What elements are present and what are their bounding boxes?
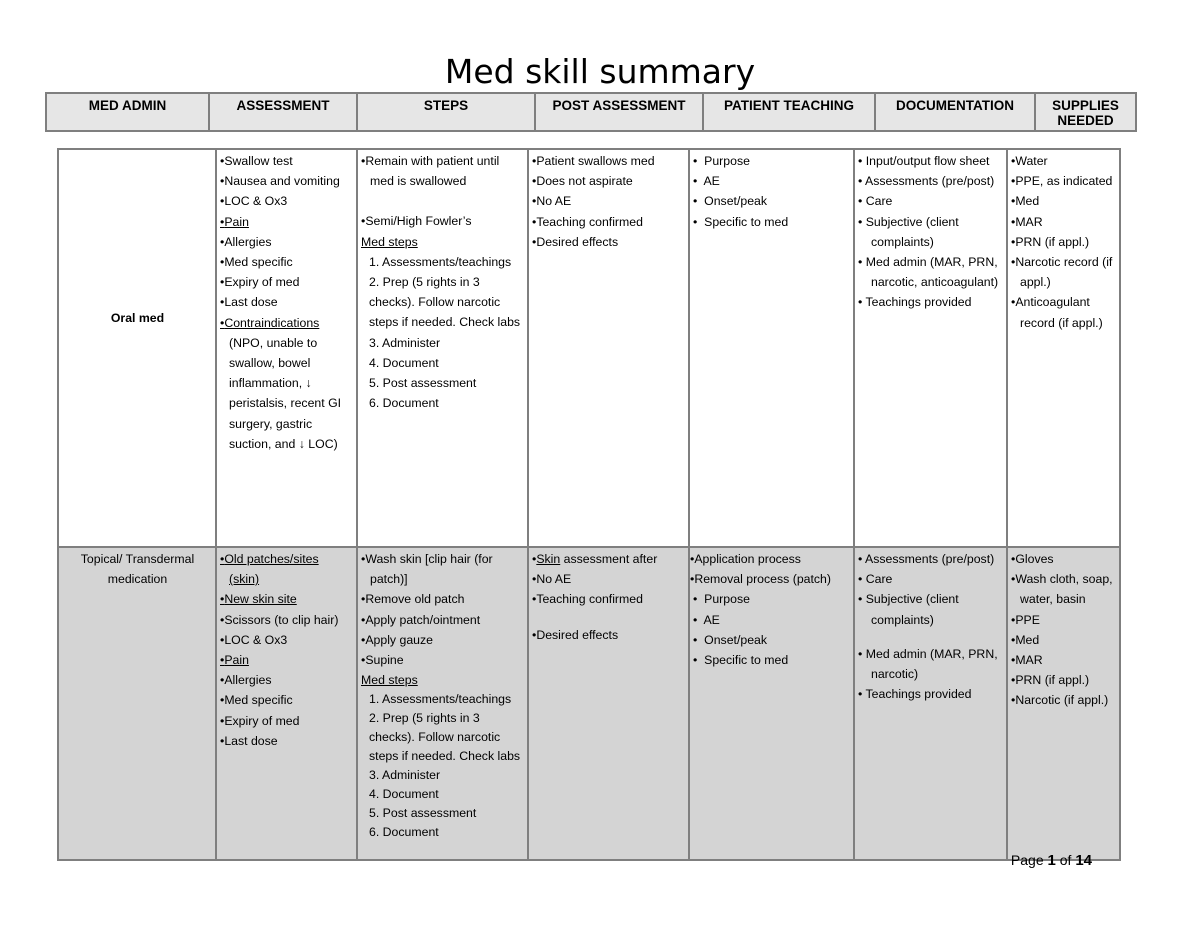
supplies-cell <box>1007 547 1120 860</box>
list-item: • Specific to med <box>693 212 851 232</box>
list-item: • Teaching confirmed <box>532 589 686 609</box>
list-item: • PPE, as indicated <box>1011 171 1117 191</box>
assessment-cell <box>216 149 357 547</box>
list-item: 4. Document <box>369 355 439 370</box>
list-item: 3. Administer <box>369 335 441 350</box>
list-item: • Expiry of med <box>220 711 354 731</box>
list-item: • Teachings provided <box>858 684 1004 704</box>
list-item: • AE <box>693 171 851 191</box>
list-item: • Contraindications <box>220 313 354 333</box>
list-item: 4. Document <box>369 787 439 802</box>
page-number <box>1011 852 1092 869</box>
patient-teaching-cell <box>689 547 854 860</box>
list-item: • Care <box>858 191 1004 211</box>
list-item: • Narcotic (if appl.) <box>1011 690 1117 710</box>
list-item: • Wash cloth, soap, water, basin <box>1011 569 1117 609</box>
skills-table <box>57 148 1121 861</box>
header-post-assessment: POST ASSESSMENT <box>535 93 703 131</box>
list-item: • Wash skin [clip hair (for patch)] <box>361 549 525 589</box>
list-item: • Med admin (MAR, PRN, narcotic, anticoagulant) <box>858 252 1004 292</box>
list-item: • Specific to med <box>693 650 851 670</box>
list-item: • Subjective (client complaints) <box>858 589 1004 629</box>
total-pages: 14 <box>1075 852 1092 869</box>
list-item: • Onset/peak <box>693 191 851 211</box>
list-item: • Remain with patient until med is swallowed <box>361 151 525 191</box>
list-item: • Swallow test <box>220 151 354 171</box>
list-item: 3. Administer <box>369 768 441 783</box>
list-item: • Scissors (to clip hair) <box>220 610 354 630</box>
list-item: • No AE <box>532 191 686 211</box>
list-item: • Allergies <box>220 232 354 252</box>
page-of: of <box>1055 852 1076 868</box>
list-item: • PRN (if appl.) <box>1011 670 1117 690</box>
list-item: • New skin site <box>220 589 354 609</box>
list-item: • MAR <box>1011 212 1117 232</box>
med-steps-label: Med steps <box>361 234 418 249</box>
list-item: • Application process <box>690 549 851 569</box>
list-item: 1. Assessments/teachings <box>369 692 512 707</box>
list-item: • Pain <box>220 650 354 670</box>
row-label: Topical/ Transdermal medication <box>58 547 216 860</box>
list-item: 2. Prep (5 rights in 3 checks). Follow narcotic steps if needed. Check labs <box>369 275 521 330</box>
list-item: • Supine <box>361 650 525 670</box>
list-item: • Apply gauze <box>361 630 525 650</box>
list-item: • Patient swallows med <box>532 151 686 171</box>
page-prefix: Page <box>1010 852 1048 868</box>
steps-cell <box>357 547 528 860</box>
list-item: • Nausea and vomiting <box>220 171 354 191</box>
list-item: • Last dose <box>220 292 354 312</box>
list-item: 5. Post assessment <box>369 806 477 821</box>
list-item: 6. Document <box>369 396 439 411</box>
header-patient-teaching: PATIENT TEACHING <box>703 93 875 131</box>
post-assessment-cell <box>528 149 689 547</box>
list-item: • Removal process (patch) <box>690 569 851 589</box>
list-item: • Purpose <box>693 151 851 171</box>
list-item: • Old patches/sites <box>220 549 354 569</box>
list-item: (skin) <box>229 572 260 587</box>
list-item: • Assessments (pre/post) <box>858 171 1004 191</box>
list-item: • Apply patch/ointment <box>361 610 525 630</box>
list-item: • Allergies <box>220 670 354 690</box>
list-item: • Med <box>1011 191 1117 211</box>
list-item: • PPE <box>1011 610 1117 630</box>
list-item: • Input/output flow sheet <box>858 151 1004 171</box>
list-item <box>532 549 686 569</box>
list-item: • Desired effects <box>532 232 686 252</box>
list-item: • Semi/High Fowler’s <box>361 211 525 231</box>
list-item: 6. Document <box>369 825 439 840</box>
list-item: • Last dose <box>220 731 354 751</box>
list-item: • Anticoagulant record (if appl.) <box>1011 292 1117 332</box>
list-item: • LOC & Ox3 <box>220 630 354 650</box>
list-item: • Remove old patch <box>361 589 525 609</box>
list-item: • Med admin (MAR, PRN, narcotic) <box>858 644 1004 684</box>
row-label: Oral med <box>58 149 216 547</box>
list-item: • Desired effects <box>532 625 686 645</box>
supplies-cell <box>1007 149 1120 547</box>
steps-cell <box>357 149 528 547</box>
list-item: • Purpose <box>693 589 851 609</box>
list-item: • Subjective (client complaints) <box>858 212 1004 252</box>
list-item: • Teachings provided <box>858 292 1004 312</box>
list-item: 1. Assessments/teachings <box>369 254 512 269</box>
list-item-text: assessment after <box>560 552 658 566</box>
list-item: • Med specific <box>220 690 354 710</box>
current-page: 1 <box>1047 852 1056 869</box>
list-item: • Assessments (pre/post) <box>858 549 1004 569</box>
list-item: • AE <box>693 610 851 630</box>
list-item: • Onset/peak <box>693 630 851 650</box>
header-med-admin: MED ADMIN <box>46 93 209 131</box>
assessment-cell <box>216 547 357 860</box>
list-item: • Gloves <box>1011 549 1117 569</box>
list-item: • Water <box>1011 151 1117 171</box>
patient-teaching-cell <box>689 149 854 547</box>
skin-link-text: Skin <box>536 552 561 566</box>
post-assessment-cell <box>528 547 689 860</box>
header-supplies-needed: SUPPLIES NEEDED <box>1035 93 1136 131</box>
list-item: • Does not aspirate <box>532 171 686 191</box>
list-item: • Med <box>1011 630 1117 650</box>
documentation-cell <box>854 547 1007 860</box>
list-item: • Pain <box>220 212 354 232</box>
list-item: 2. Prep (5 rights in 3 checks). Follow narcotic steps if needed. Check labs <box>369 711 521 764</box>
med-steps-label: Med steps <box>361 673 418 688</box>
column-header-table <box>45 92 1137 132</box>
header-assessment: ASSESSMENT <box>209 93 357 131</box>
list-item: • Expiry of med <box>220 272 354 292</box>
list-item: 5. Post assessment <box>369 376 477 391</box>
list-item: • Med specific <box>220 252 354 272</box>
list-item: • MAR <box>1011 650 1117 670</box>
header-steps: STEPS <box>357 93 535 131</box>
list-item: • Narcotic record (if appl.) <box>1011 252 1117 292</box>
list-item: • Teaching confirmed <box>532 212 686 232</box>
list-item: • LOC & Ox3 <box>220 191 354 211</box>
list-item: (NPO, unable to swallow, bowel inflammation, ↓ peristalsis, recent GI surgery, gastric suction, and ↓ LOC) <box>229 335 342 451</box>
table-row-oral-med <box>58 149 1120 547</box>
documentation-cell <box>854 149 1007 547</box>
list-item: • PRN (if appl.) <box>1011 232 1117 252</box>
list-item: • No AE <box>532 569 686 589</box>
document-title: Med skill summary <box>444 52 756 91</box>
list-item: • Care <box>858 569 1004 589</box>
header-documentation: DOCUMENTATION <box>875 93 1035 131</box>
table-row-topical-transdermal <box>58 547 1120 860</box>
